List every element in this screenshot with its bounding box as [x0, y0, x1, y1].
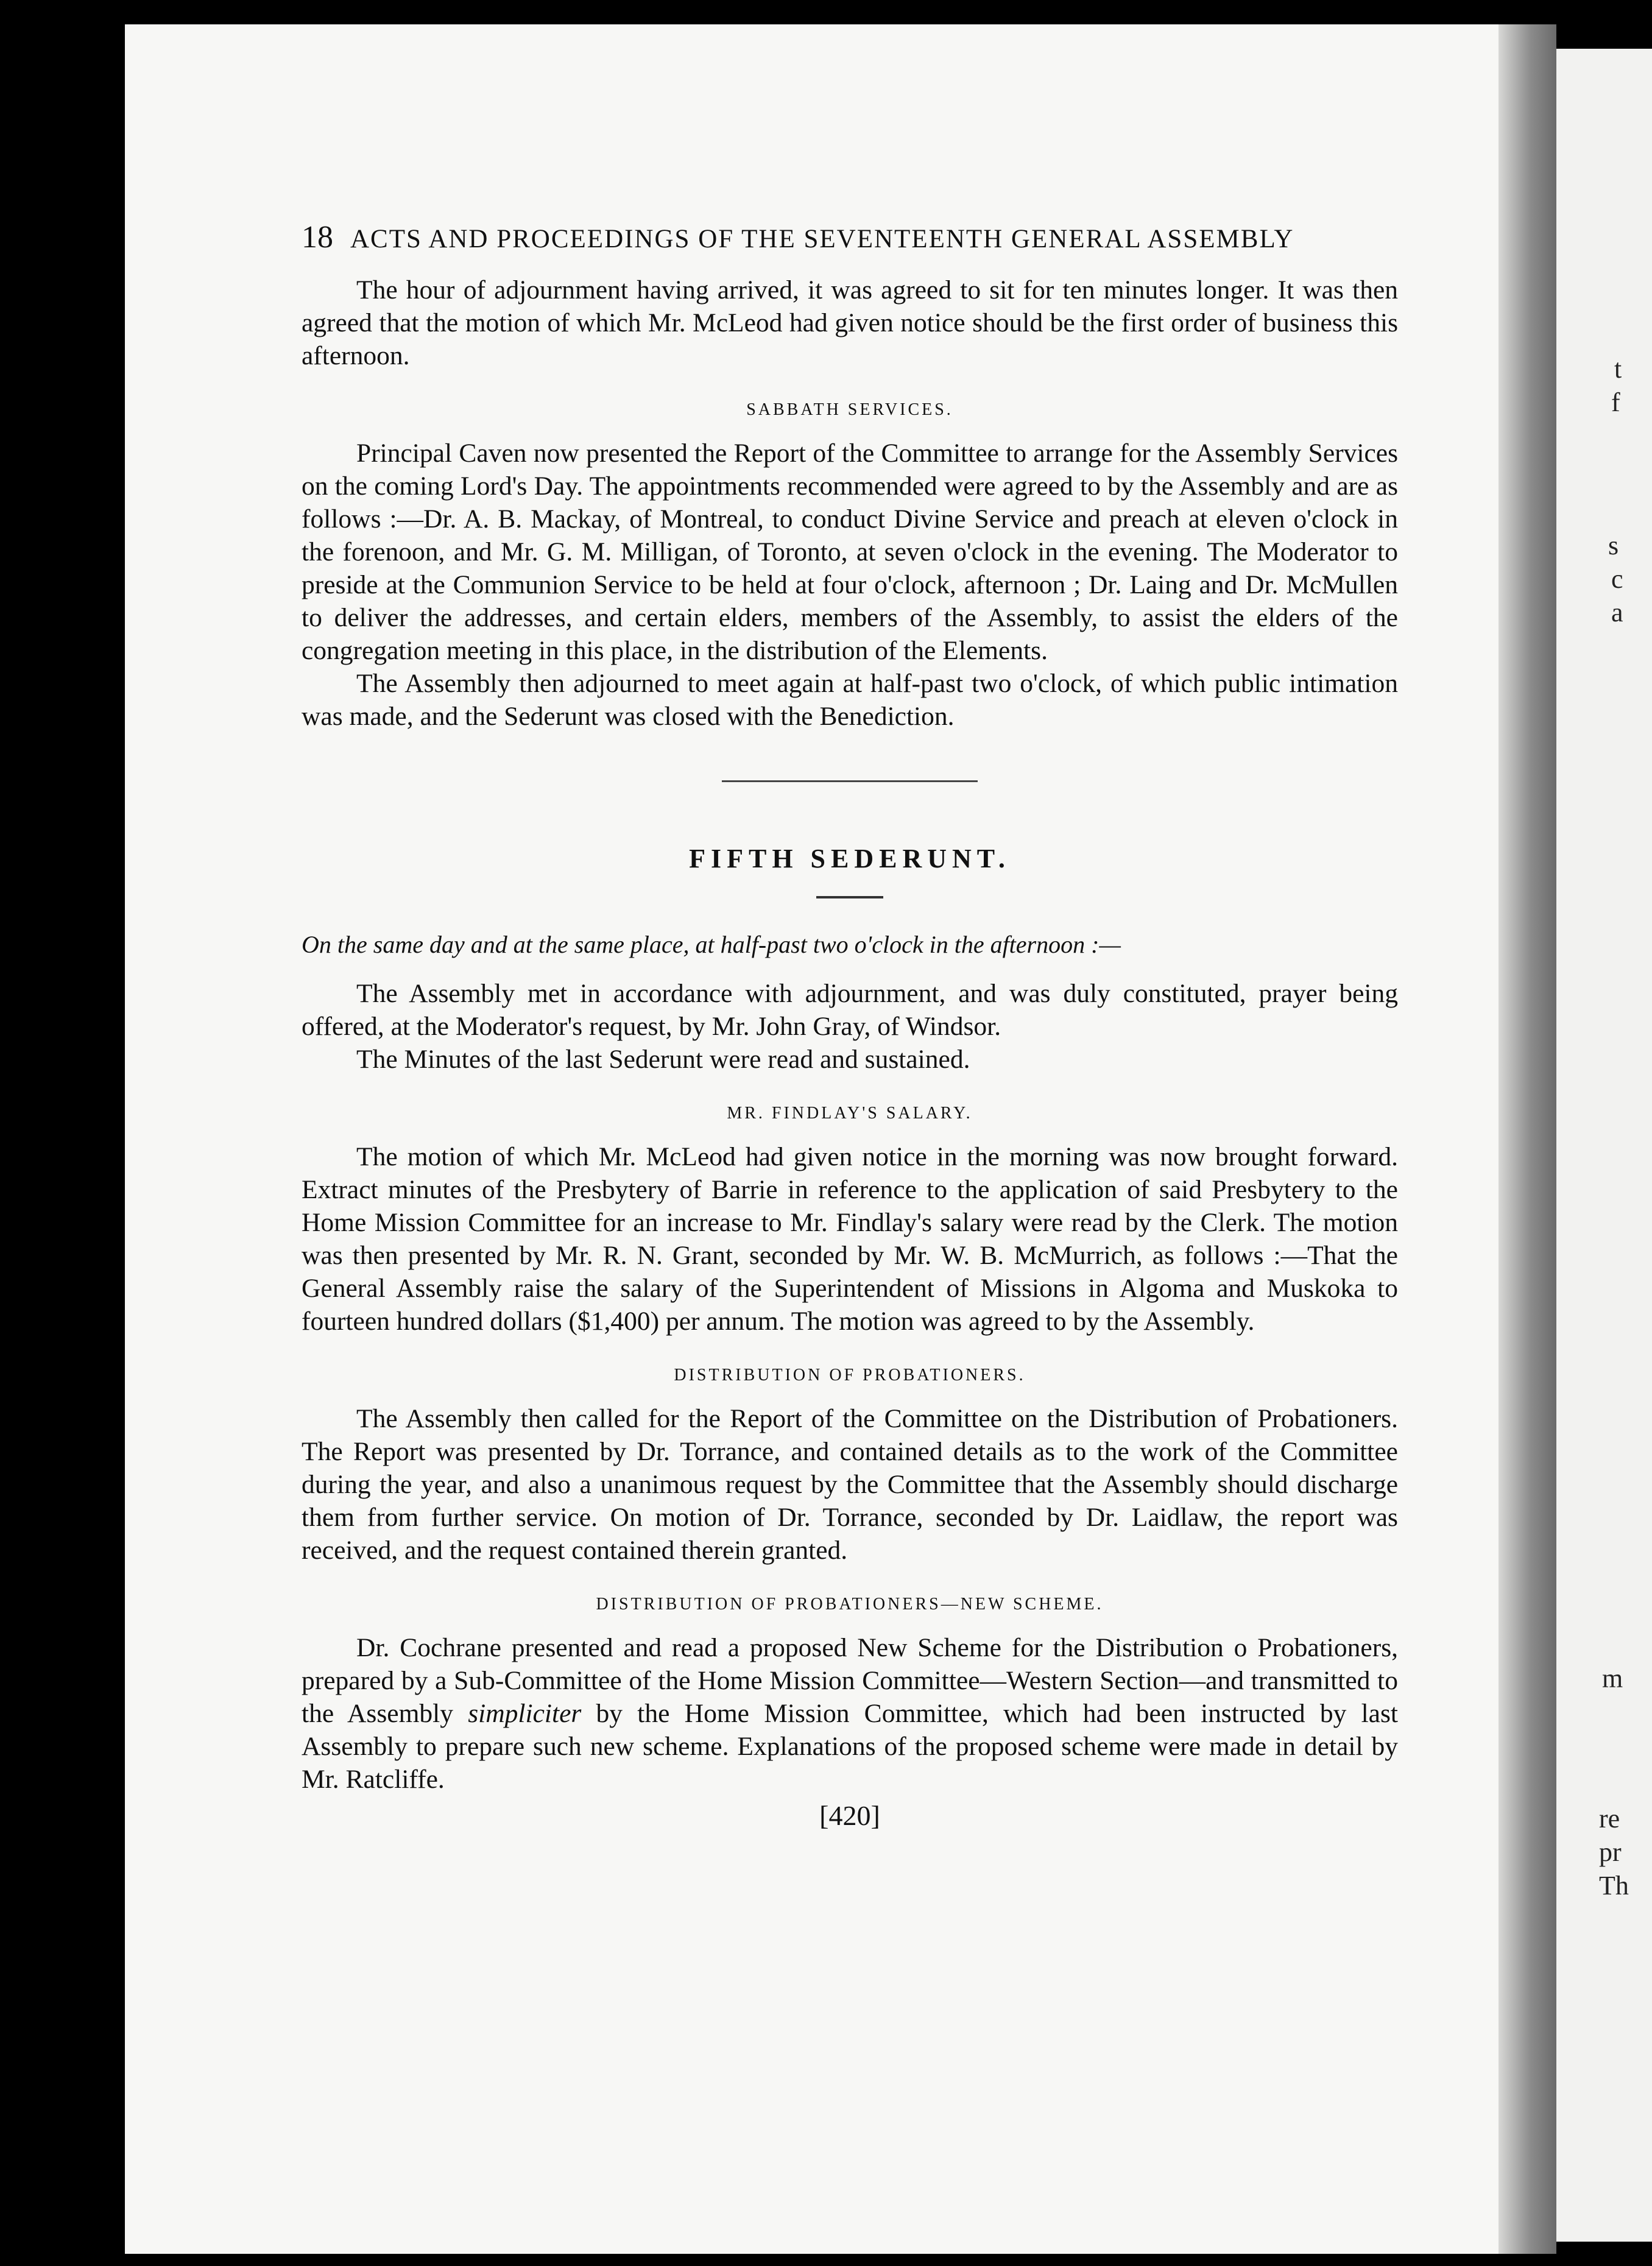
section-heading-findlay-salary: MR. FINDLAY'S SALARY.	[727, 1104, 973, 1123]
heading-underline	[816, 896, 883, 898]
paragraph-minutes: The Minutes of the last Sederunt were read and sustained.	[356, 1045, 970, 1074]
new-scheme-text-part-2: by the Home Mission Committee, which had been instructed by last Assembly to prepare such new scheme. Explanations of the proposed scheme were made in detail by Mr. Ratcliffe.	[302, 1699, 1398, 1794]
facing-page-char: a	[1611, 598, 1623, 627]
facing-page-char: re	[1599, 1804, 1620, 1834]
sederunt-intro: On the same day and at the same place, at half-past two o'clock in the afternoon :—	[302, 931, 1121, 958]
facing-page-char: m	[1602, 1664, 1623, 1693]
paragraph-findlay-salary: The motion of which Mr. McLeod had given notice in the morning was now brought forward. Extract minutes of the Presbytery of Barrie in reference to the application of said Presbytery to the Home Mission Committee for an increase to Mr. Findlay's salary were read by the Clerk. The motion was then presented by Mr. R. N. Grant, seconded by Mr. W. B. McMurrich, as follows :—That the General Assembly raise the salary of the Superintendent of Missions in Algoma and Muskoka to fourteen hundred dollars ($1,400) per annum. The motion was agreed to by the Assembly.	[302, 1142, 1398, 1336]
paragraph-assembly-met: The Assembly met in accordance with adjournment, and was duly constituted, prayer being offered, at the Moderator's request, by Mr. John Gray, of Windsor.	[302, 979, 1398, 1041]
section-divider	[722, 780, 978, 782]
facing-page-char: pr	[1599, 1837, 1622, 1867]
facing-page-char: s	[1608, 531, 1619, 560]
paragraph-sabbath-services: Principal Caven now presented the Report of the Committee to arrange for the Assembly Services on the coming Lord's Day. The appointments recommended were agreed to by the Assembly and are as follows :—Dr. A. B. Mackay, of Montreal, to conduct Divine Service and preach at eleven o'clock in the forenoon, and Mr. G. M. Milligan, of Toronto, at seven o'clock in the evening. The Moderator to preside at the Communion Service to be held at four o'clock, afternoon ; Dr. Laing and Dr. McMullen to deliver the addresses, and certain elders, members of the Assembly, to assist the elders of the congregation meeting in this place, in the distribution of the Elements.	[302, 439, 1398, 665]
running-head-title: ACTS AND PROCEEDINGS OF THE SEVENTEENTH GENERAL ASSEMBLY	[350, 225, 1294, 253]
paragraph-adjournment: The hour of adjournment having arrived, it was agreed to sit for ten minutes longer. It was then agreed that the motion of which Mr. McLeod had given notice should be the first order of business this afternoon.	[302, 275, 1398, 370]
running-head	[302, 219, 1398, 255]
section-heading-new-scheme: DISTRIBUTION OF PROBATIONERS—NEW SCHEME.	[596, 1595, 1104, 1614]
folio-number: [420]	[819, 1800, 880, 1831]
heading-fifth-sederunt: FIFTH SEDERUNT.	[689, 844, 1011, 874]
facing-page-char: f	[1611, 387, 1620, 417]
new-scheme-italic-term: simpliciter	[468, 1699, 582, 1728]
paragraph-new-scheme	[302, 1631, 1398, 1796]
facing-page-fragment	[1556, 49, 1652, 2242]
section-heading-sabbath-services: SABBATH SERVICES.	[746, 400, 953, 419]
facing-page-char: Th	[1599, 1871, 1629, 1901]
section-heading-probationers: DISTRIBUTION OF PROBATIONERS.	[674, 1366, 1026, 1385]
new-scheme-text-part-1: Dr. Cochrane presented and read a proposed New Scheme for the Distribution o Probationers, prepared by a Sub-Committee of the Home Mission Committee—Western Section—and transmitted to the Assembly	[302, 1633, 1398, 1728]
facing-page-char: c	[1611, 564, 1623, 594]
page-content	[302, 219, 1398, 1832]
facing-page-char: t	[1614, 354, 1622, 384]
paragraph-probationers: The Assembly then called for the Report of the Committee on the Distribution of Probationers. The Report was presented by Dr. Torrance, and contained details as to the work of the Committee during the year, and also a unanimous request by the Committee that the Assembly should discharge them from further service. On motion of Dr. Torrance, seconded by Dr. Laidlaw, the report was received, and the request contained therein granted.	[302, 1404, 1398, 1565]
page-number: 18	[302, 220, 333, 255]
paragraph-adjourned: The Assembly then adjourned to meet again at half-past two o'clock, of which public intimation was made, and the Sederunt was closed with the Benediction.	[302, 669, 1398, 731]
page-gutter-right	[1498, 24, 1556, 2254]
